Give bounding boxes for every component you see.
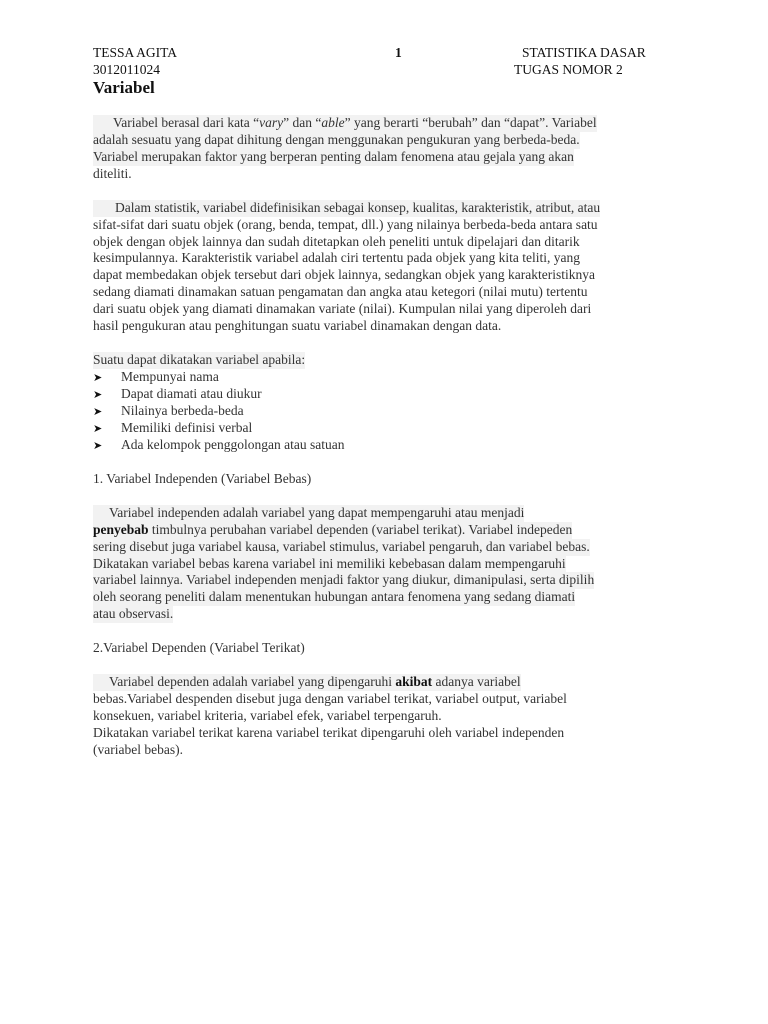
section2-heading: 2.Variabel Dependen (Variabel Terikat) — [93, 640, 305, 655]
section2-line-2: bebas.Variabel despenden disebut juga dengan variabel terikat, variabel output, variabel — [93, 691, 567, 706]
criteria-item-label: Ada kelompok penggolongan atau satuan — [121, 437, 345, 452]
para2-line-3: objek dengan objek lainnya dan sudah ditetapkan oleh peneliti untuk dipelajari dan ditarik — [93, 234, 580, 249]
para2-line-7: dari suatu objek yang diamati dinamakan variate (nilai). Kumpulan nilai yang diperoleh dari — [93, 301, 592, 316]
para2-line-2: sifat-sifat dari suatu objek (orang, benda, tempat, dll.) yang nilainya berbeda-beda antara satu — [93, 217, 598, 232]
section1-line-2 — [93, 522, 572, 539]
bold-word: penyebab — [93, 522, 149, 537]
author-name: TESSA AGITA — [93, 45, 178, 60]
text-run: Variabel berasal dari kata “ — [113, 115, 260, 130]
section1-line-6: oleh seorang peneliti dalam menentukan hubungan antara fenomena yang sedang diamati — [93, 589, 576, 604]
section1-line-7: atau observasi. — [93, 606, 174, 621]
document-title: Variabel — [93, 78, 155, 97]
section2-line-3: konsekuen, variabel kriteria, variabel efek, variabel terpengaruh. — [93, 708, 442, 723]
criteria-item — [93, 420, 252, 438]
text-run: ” yang berarti “berubah” dan “dapat”. Variabel — [344, 115, 597, 130]
italic-word: able — [321, 115, 345, 130]
section1-line-5: variabel lainnya. Variabel independen menjadi faktor yang diukur, dimanipulasi, serta dipilih — [93, 572, 595, 587]
arrowhead-bullet-icon: ➤ — [93, 439, 103, 452]
student-id: 3012011024 — [93, 62, 160, 77]
arrowhead-bullet-icon: ➤ — [93, 388, 103, 401]
section2-line-4: Dikatakan variabel terikat karena variabel terikat dipengaruhi oleh variabel independen — [93, 725, 565, 740]
para2-line-1: Dalam statistik, variabel didefinisikan sebagai konsep, kualitas, karakteristik, atribut, atau — [93, 200, 600, 217]
criteria-item-label: Mempunyai nama — [121, 369, 219, 384]
arrowhead-bullet-icon: ➤ — [93, 405, 103, 418]
criteria-item-label: Dapat diamati atau diukur — [121, 386, 262, 401]
section2-line-5: (variabel bebas). — [93, 742, 183, 757]
bold-word: akibat — [395, 674, 433, 689]
text-run: adanya variabel — [432, 674, 521, 689]
para1-line-1 — [93, 115, 597, 132]
para1-line-2: adalah sesuatu yang dapat dihitung dengan menggunakan pengukuran yang berbeda-beda. — [93, 132, 580, 147]
section2-line-1 — [93, 674, 521, 691]
criteria-item-label: Memiliki definisi verbal — [121, 420, 253, 435]
para2-line-6: sedang diamati dinamakan satuan pengamatan dan angka atau ketegori (nilai mutu) tertentu — [93, 284, 588, 299]
criteria-item — [93, 386, 262, 404]
arrowhead-bullet-icon: ➤ — [93, 371, 103, 384]
section1-line-3: sering disebut juga variabel kausa, variabel stimulus, variabel pengaruh, dan variabel bebas. — [93, 539, 590, 554]
criteria-item — [93, 437, 344, 455]
para2-line-5: dapat membedakan objek tersebut dari objek lainnya, sedangkan objek yang karakteristiknya — [93, 267, 595, 282]
section1-line-1: Variabel independen adalah variabel yang dapat mempengaruhi atau menjadi — [93, 505, 524, 522]
course-name: STATISTIKA DASAR — [522, 45, 646, 60]
text-run: timbulnya perubahan variabel dependen (variabel terikat). Variabel indepeden — [148, 522, 573, 537]
arrowhead-bullet-icon: ➤ — [93, 422, 103, 435]
para1-line-3: Variabel merupakan faktor yang berperan penting dalam fenomena atau gejala yang akan — [93, 149, 574, 164]
criteria-item — [93, 369, 219, 387]
para2-line-4: kesimpulannya. Karakteristik variabel adalah ciri tertentu pada objek yang kita teliti, yang — [93, 250, 580, 265]
section1-line-4: Dikatakan variabel bebas karena variabel ini memiliki kebebasan dalam mempengaruhi — [93, 556, 566, 571]
para2-line-8: hasil pengukuran atau penghitungan suatu variabel dinamakan dengan data. — [93, 318, 502, 333]
italic-word: vary — [259, 115, 284, 130]
page-number: 1 — [395, 45, 402, 60]
assignment-label: TUGAS NOMOR 2 — [514, 62, 623, 77]
criteria-intro: Suatu dapat dikatakan variabel apabila: — [93, 352, 306, 367]
criteria-item — [93, 403, 244, 421]
text-run: Variabel dependen adalah variabel yang dipengaruhi — [109, 674, 396, 689]
section1-heading: 1. Variabel Independen (Variabel Bebas) — [93, 471, 312, 486]
criteria-item-label: Nilainya berbeda-beda — [121, 403, 244, 418]
text-run: ” dan “ — [283, 115, 322, 130]
para1-line-4: diteliti. — [93, 166, 132, 181]
